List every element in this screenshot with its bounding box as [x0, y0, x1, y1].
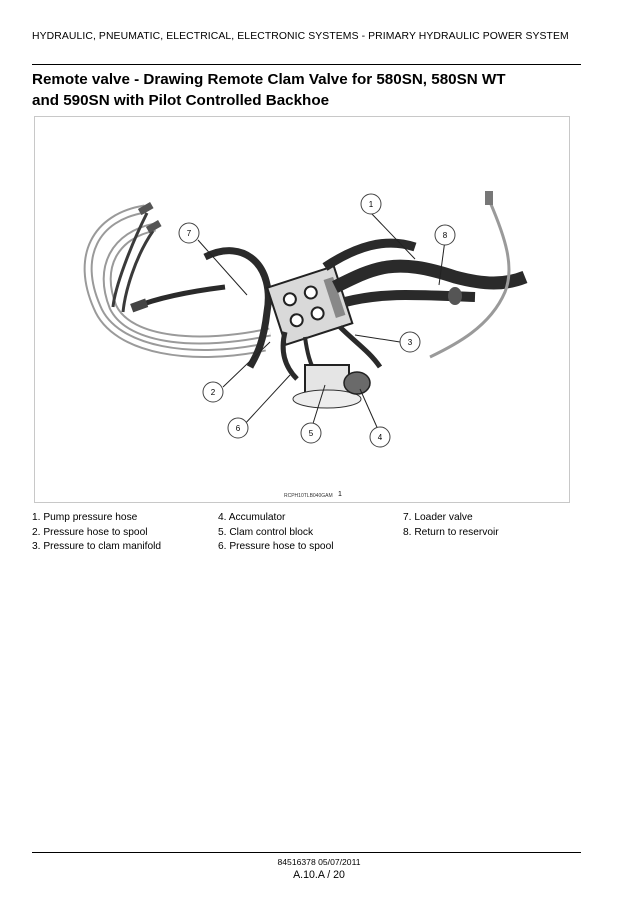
figure-code: RCPH10TLB040GAM: [284, 493, 333, 499]
legend-item: 4. Accumulator: [218, 512, 286, 523]
legend-item: 5. Clam control block: [218, 526, 314, 538]
callout-7: 7: [186, 229, 192, 238]
footer-page-number: A.10.A / 20: [293, 869, 345, 881]
hydraulic-drawing: [34, 116, 570, 503]
page-title: [32, 69, 592, 111]
callout-8: 8: [442, 231, 448, 240]
callout-2: 2: [210, 388, 216, 397]
footer-rule: [32, 852, 581, 853]
legend-item: 3. Pressure to clam manifold: [32, 541, 162, 553]
header-rule: [32, 64, 581, 65]
legend-item: 2. Pressure hose to spool: [32, 526, 148, 538]
page-header: HYDRAULIC, PNEUMATIC, ELECTRICAL, ELECTRONIC SYSTEMS - PRIMARY HYDRAULIC POWER SYSTEM: [32, 31, 569, 42]
callout-1: 1: [368, 200, 374, 209]
legend-item: 6. Pressure hose to spool: [218, 541, 334, 553]
callout-4: 4: [377, 433, 383, 442]
legend-item: 7. Loader valve: [403, 512, 473, 523]
legend-column-3: [403, 511, 499, 540]
title-line-1: Remote valve - Drawing Remote Clam Valve for 580SN, 580SN WT: [32, 71, 506, 88]
footer-doc-number: 84516378 05/07/2011: [277, 857, 361, 867]
callout-6: 6: [235, 424, 241, 433]
legend-item: 1. Pump pressure hose: [32, 512, 138, 523]
title-line-2: and 590SN with Pilot Controlled Backhoe: [32, 92, 330, 109]
figure-number: 1: [338, 491, 342, 498]
callout-3: 3: [407, 338, 413, 347]
legend-column-1: [32, 511, 161, 555]
callout-5: 5: [308, 429, 314, 438]
drawing-illustration: [35, 117, 571, 504]
legend-item: 8. Return to reservoir: [403, 526, 499, 538]
legend-column-2: [218, 511, 334, 555]
